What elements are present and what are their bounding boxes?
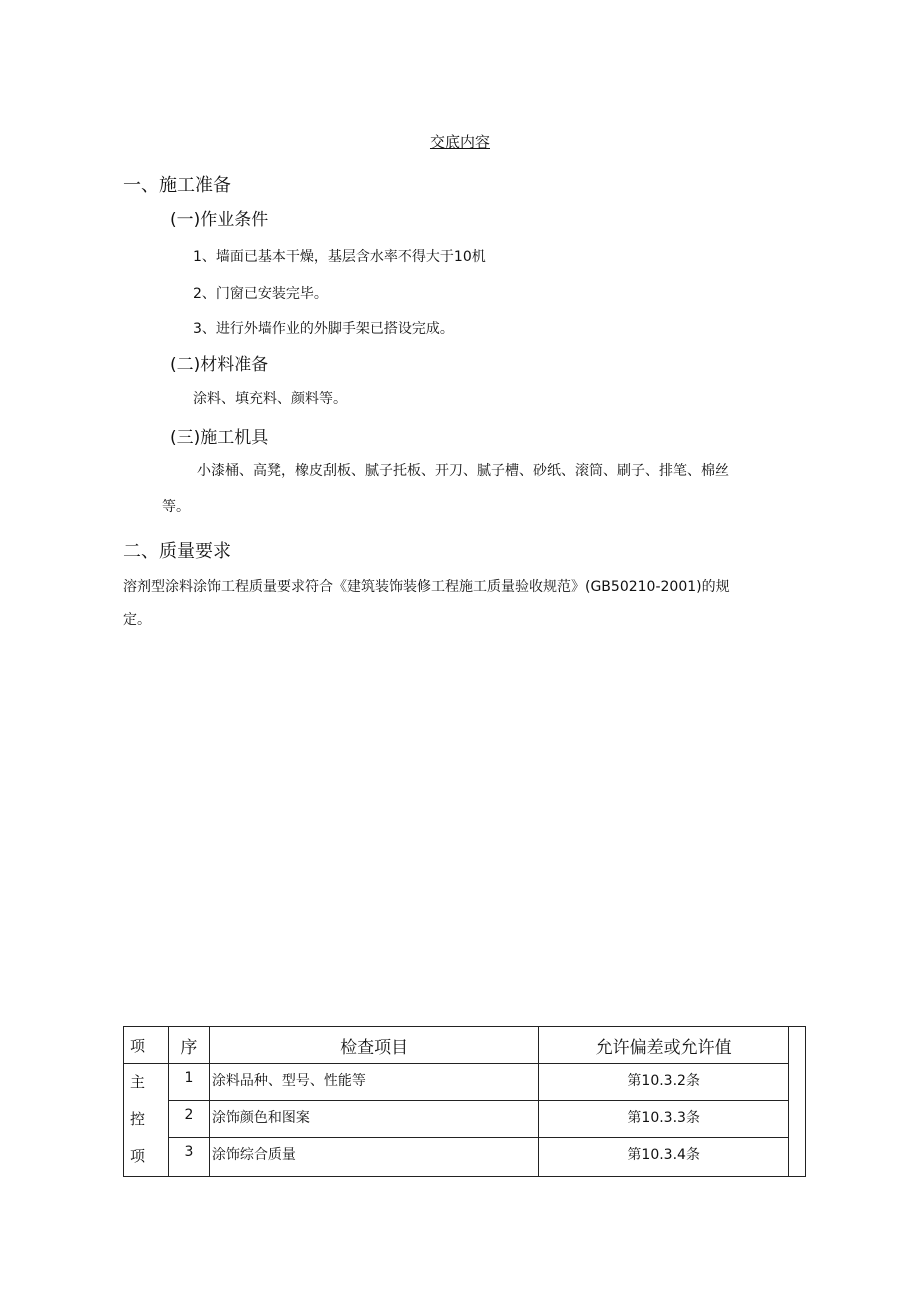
subsection-3-heading: (三)施工机具 — [170, 428, 269, 448]
row-value: 第10.3.4条 — [539, 1138, 789, 1177]
table-row — [124, 1138, 806, 1177]
section-2-heading: 二、质量要求 — [123, 541, 231, 562]
condition-item-1: 1、墙面已基本干燥，基层含水率不得大于10机 — [193, 249, 486, 265]
table-row — [124, 1101, 806, 1138]
tools-text-line-2: 等。 — [162, 499, 190, 515]
row-value: 第10.3.3条 — [539, 1101, 789, 1138]
quality-check-table — [123, 1026, 806, 1177]
subsection-2-heading: (二)材料准备 — [170, 355, 269, 375]
table-header-row — [124, 1027, 806, 1064]
tools-text-line-1: 小漆桶、高凳，橡皮刮板、腻子托板、开刀、腻子槽、砂纸、滚筒、刷子、排笔、棉丝 — [197, 463, 729, 479]
row-item: 涂饰颜色和图案 — [209, 1101, 538, 1138]
row-value: 第10.3.2条 — [539, 1064, 789, 1101]
table-empty-column — [789, 1027, 806, 1177]
page-title: 交底内容 — [429, 133, 490, 151]
group-label-char: 主 — [130, 1073, 146, 1091]
quality-text-line-2: 定。 — [123, 612, 151, 628]
header-allowed-value: 允许偏差或允许值 — [539, 1027, 789, 1064]
group-label-char: 项 — [130, 1147, 146, 1165]
header-check-item: 检查项目 — [209, 1027, 538, 1064]
row-item: 涂料品种、型号、性能等 — [209, 1064, 538, 1101]
condition-item-2: 2、门窗已安装完毕。 — [193, 286, 328, 302]
row-number: 2 — [168, 1101, 209, 1138]
group-label-char: 控 — [130, 1110, 146, 1128]
header-category: 项 — [124, 1027, 169, 1064]
condition-item-3: 3、进行外墙作业的外脚手架已搭设完成。 — [193, 321, 454, 337]
header-number: 序 — [168, 1027, 209, 1064]
row-number: 1 — [168, 1064, 209, 1101]
materials-text: 涂料、填充料、颜料等。 — [193, 391, 347, 407]
table-row — [124, 1064, 806, 1101]
quality-text-line-1: 溶剂型涂料涂饰工程质量要求符合《建筑装饰装修工程施工质量验收规范》(GB50210-2001)的规 — [123, 579, 730, 595]
section-1-heading: 一、施工准备 — [123, 175, 231, 196]
subsection-1-heading: (一)作业条件 — [170, 210, 269, 230]
row-number: 3 — [168, 1138, 209, 1177]
row-item: 涂饰综合质量 — [209, 1138, 538, 1177]
main-control-label — [124, 1064, 169, 1177]
